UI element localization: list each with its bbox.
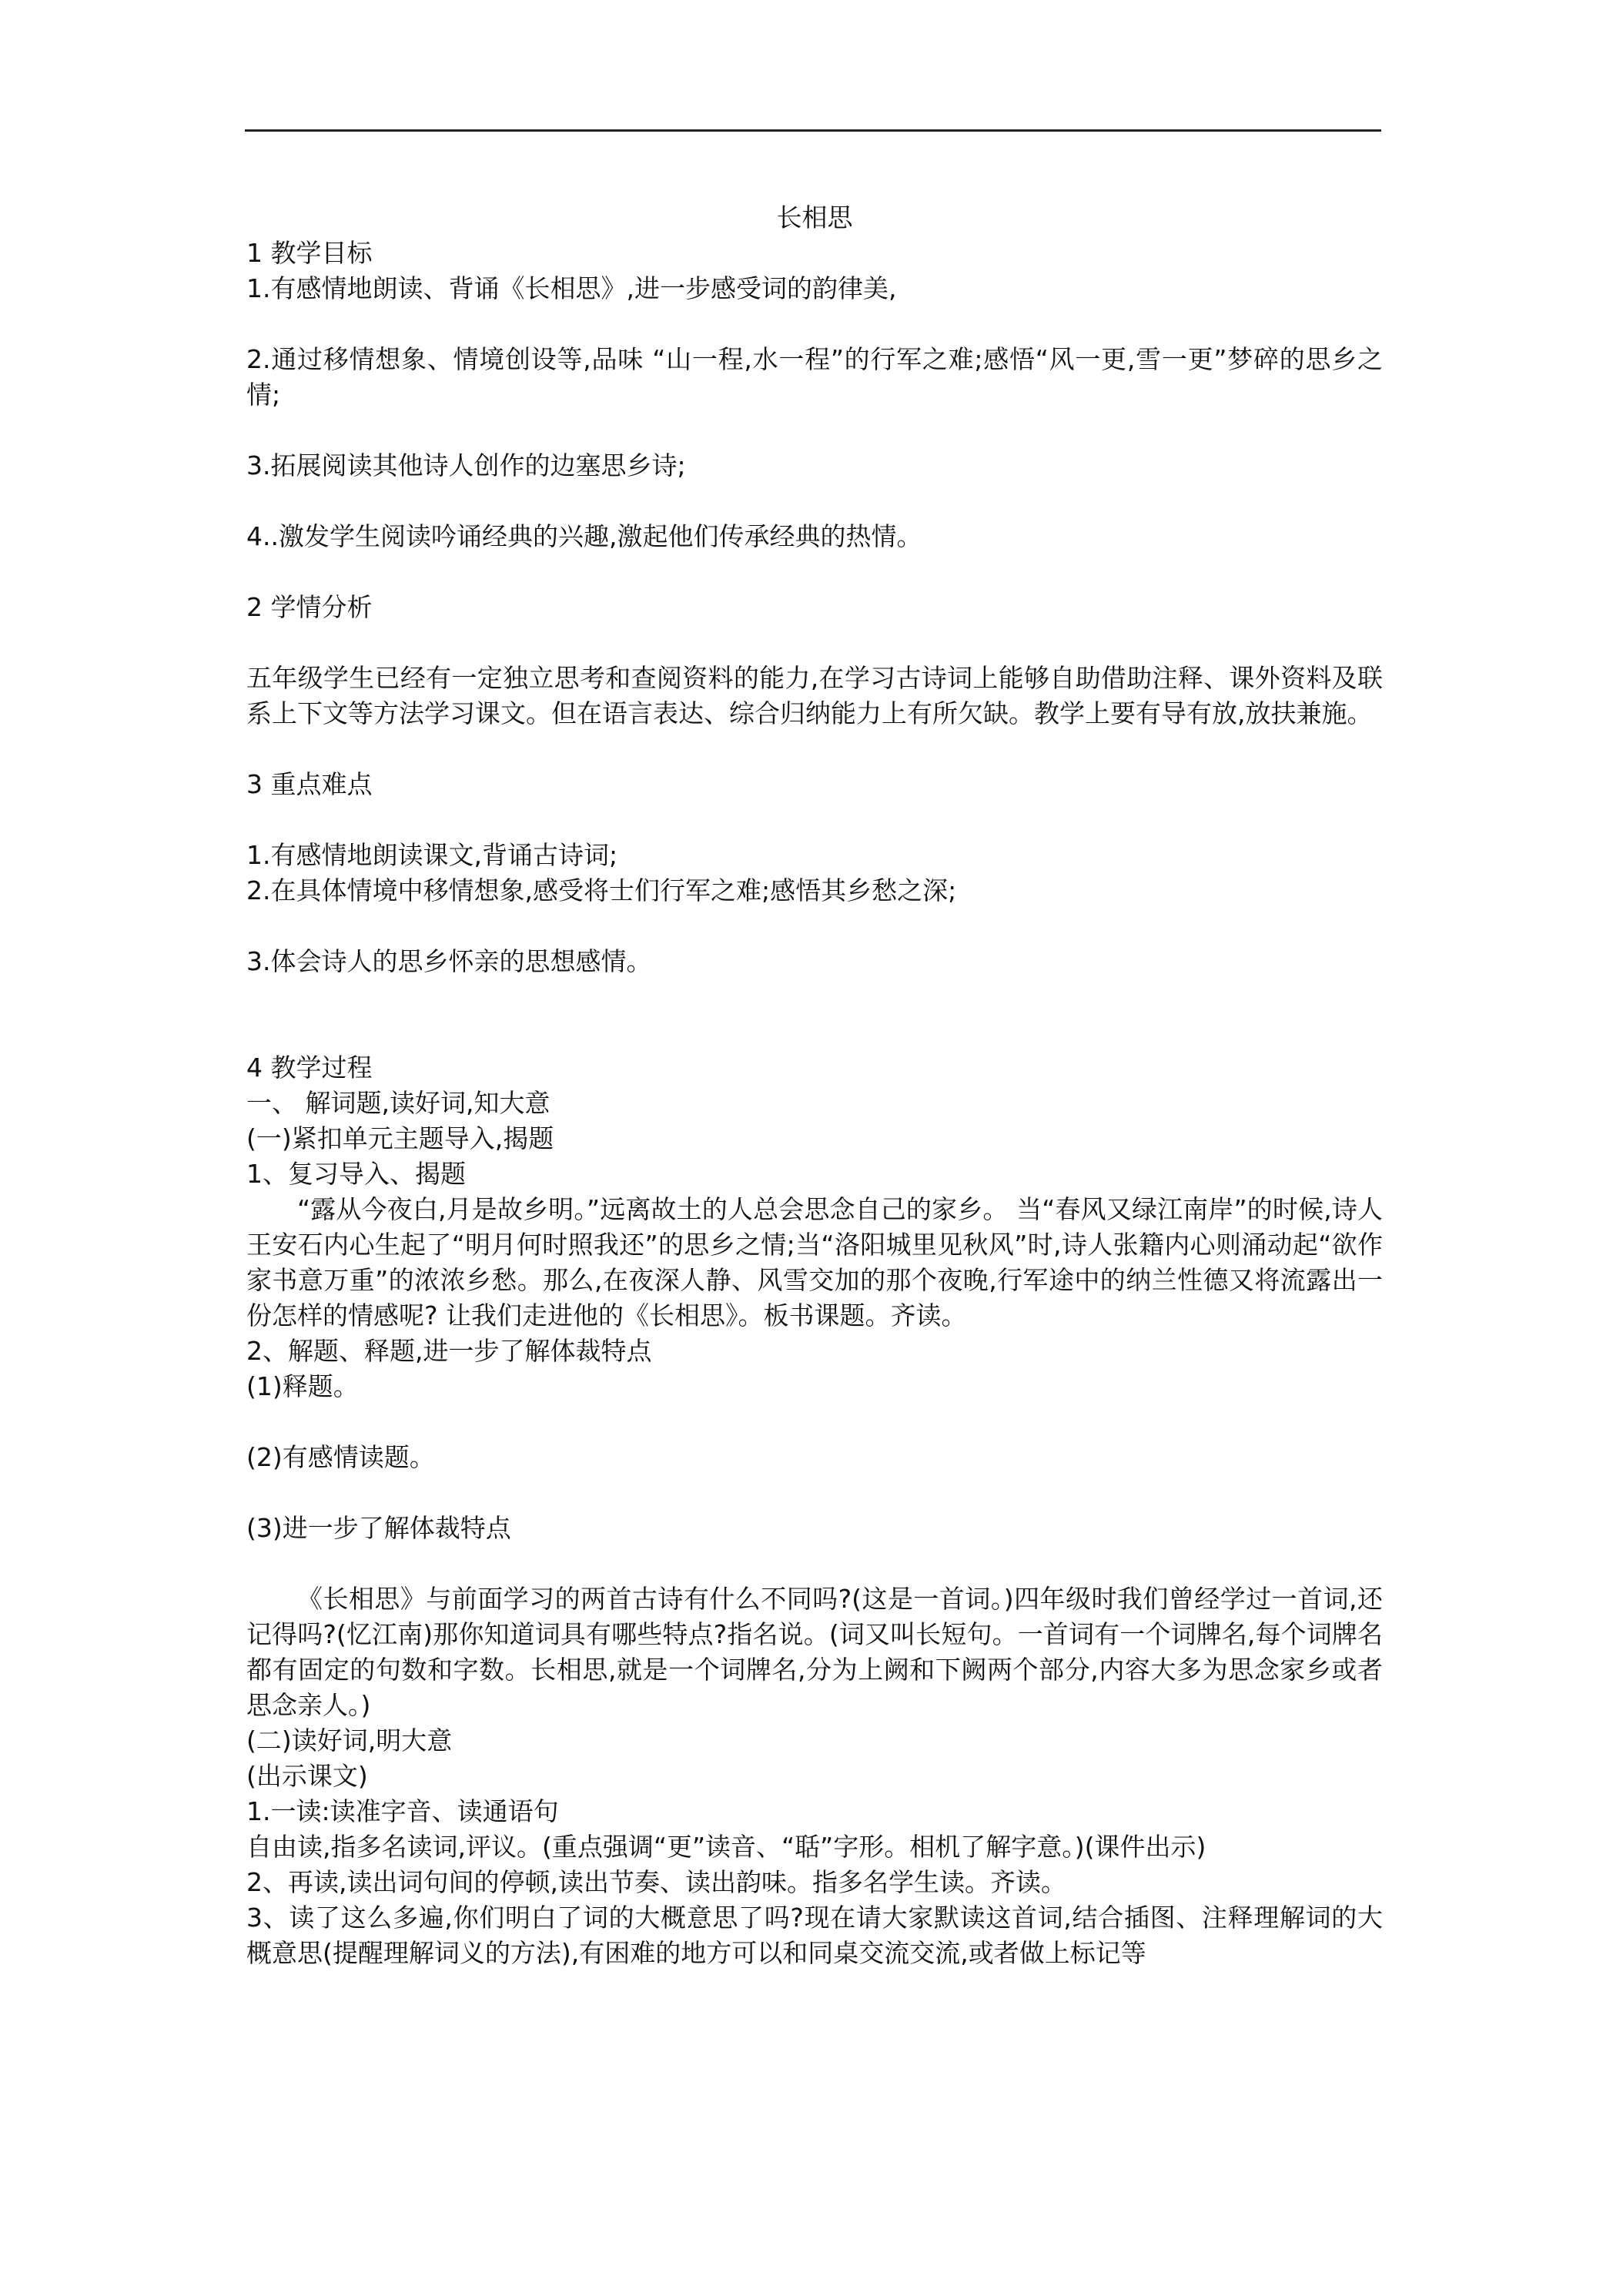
header-rule bbox=[245, 129, 1381, 132]
step-item: (2)有感情读题。 bbox=[246, 1442, 435, 1472]
section-heading: 3 重点难点 bbox=[246, 769, 373, 799]
paragraph: 五年级学生已经有一定独立思考和查阅资料的能力,在学习古诗词上能够自助借助注释、课外资料及联系上下文等方法学习课文。但在语言表达、综合归纳能力上有所欠缺。教学上要有导有放,放扶兼施。 bbox=[246, 663, 1383, 728]
objective-item: 4..激发学生阅读吟诵经典的兴趣,激起他们传承经典的热情。 bbox=[246, 521, 922, 551]
step-heading: 1.一读:读准字音、读通语句 bbox=[246, 1796, 559, 1826]
spacer bbox=[246, 1546, 1383, 1581]
spacer bbox=[246, 731, 1383, 767]
sub-heading: (二)读好词,明大意 bbox=[246, 1725, 453, 1755]
spacer bbox=[246, 625, 1383, 661]
paragraph: 2、再读,读出词句间的停顿,读出节奏、读出韵味。指多名学生读。齐读。 bbox=[246, 1867, 1066, 1897]
objective-item: 3.拓展阅读其他诗人创作的边塞思乡诗; bbox=[246, 450, 686, 480]
keypoint-item: 1.有感情地朗读课文,背诵古诗词; bbox=[246, 840, 618, 870]
section-heading: 1 教学目标 bbox=[246, 238, 373, 268]
note-line: (出示课文) bbox=[246, 1761, 368, 1791]
spacer bbox=[246, 802, 1383, 838]
step-heading: 1、复习导入、揭题 bbox=[246, 1159, 466, 1189]
sub-heading: (一)紧扣单元主题导入,揭题 bbox=[246, 1123, 554, 1153]
section-heading: 4 教学过程 bbox=[246, 1053, 373, 1083]
spacer bbox=[246, 1475, 1383, 1511]
objective-item: 1.有感情地朗读、背诵《长相思》,进一步感受词的韵律美, bbox=[246, 273, 897, 303]
spacer bbox=[246, 554, 1383, 590]
spacer bbox=[246, 1404, 1383, 1440]
objective-item: 2.通过移情想象、情境创设等,品味 “山一程,水一程”的行军之难;感悟“风一更,雪一更”梦碎的思乡之情; bbox=[246, 344, 1383, 410]
spacer bbox=[246, 979, 1383, 1050]
spacer bbox=[246, 413, 1383, 448]
keypoint-item: 2.在具体情境中移情想象,感受将士们行军之难;感悟其乡愁之深; bbox=[246, 875, 957, 905]
step-item: (1)释题。 bbox=[246, 1371, 359, 1401]
step-heading: 2、解题、释题,进一步了解体裁特点 bbox=[246, 1336, 652, 1366]
document-body bbox=[246, 189, 1383, 1971]
paragraph: 《长相思》与前面学习的两首古诗有什么不同吗?(这是一首词。)四年级时我们曾经学过一首词,还记得吗?(忆江南)那你知道词具有哪些特点?指名说。(词又叫长短句。一首词有一个词牌名,每个词牌名都有固定的句数和字数。长相思,就是一个词牌名,分为上阙和下阙两个部分,内容大多为思念家乡或者思念亲人。) bbox=[246, 1584, 1383, 1720]
keypoint-item: 3.体会诗人的思乡怀亲的思想感情。 bbox=[246, 946, 652, 976]
paragraph: “露从今夜白,月是故乡明。”远离故土的人总会思念自己的家乡。 当“春风又绿江南岸”的时候,诗人王安石内心生起了“明月何时照我还”的思乡之情;当“洛阳城里见秋风”时,诗人张籍内心则涌动起“欲作家书意万重”的浓浓乡愁。那么,在夜深人静、风雪交加的那个夜晚,行军途中的纳兰性德又将流露出一份怎样的情感呢? 让我们走进他的《长相思》。板书课题。齐读。 bbox=[246, 1194, 1383, 1330]
document-title: 长相思 bbox=[776, 202, 853, 233]
part-heading: 一、 解词题,读好词,知大意 bbox=[246, 1088, 550, 1118]
section-heading: 2 学情分析 bbox=[246, 592, 373, 622]
step-item: (3)进一步了解体裁特点 bbox=[246, 1513, 511, 1543]
spacer bbox=[246, 909, 1383, 944]
paragraph: 自由读,指多名读词,评议。(重点强调“更”读音、“聒”字形。相机了解字意。)(课件出示) bbox=[246, 1832, 1206, 1862]
spacer bbox=[246, 306, 1383, 342]
paragraph: 3、读了这么多遍,你们明白了词的大概意思了吗?现在请大家默读这首词,结合插图、注释理解词的大概意思(提醒理解词义的方法),有困难的地方可以和同桌交流交流,或者做上标记等 bbox=[246, 1903, 1383, 1968]
spacer bbox=[246, 484, 1383, 519]
